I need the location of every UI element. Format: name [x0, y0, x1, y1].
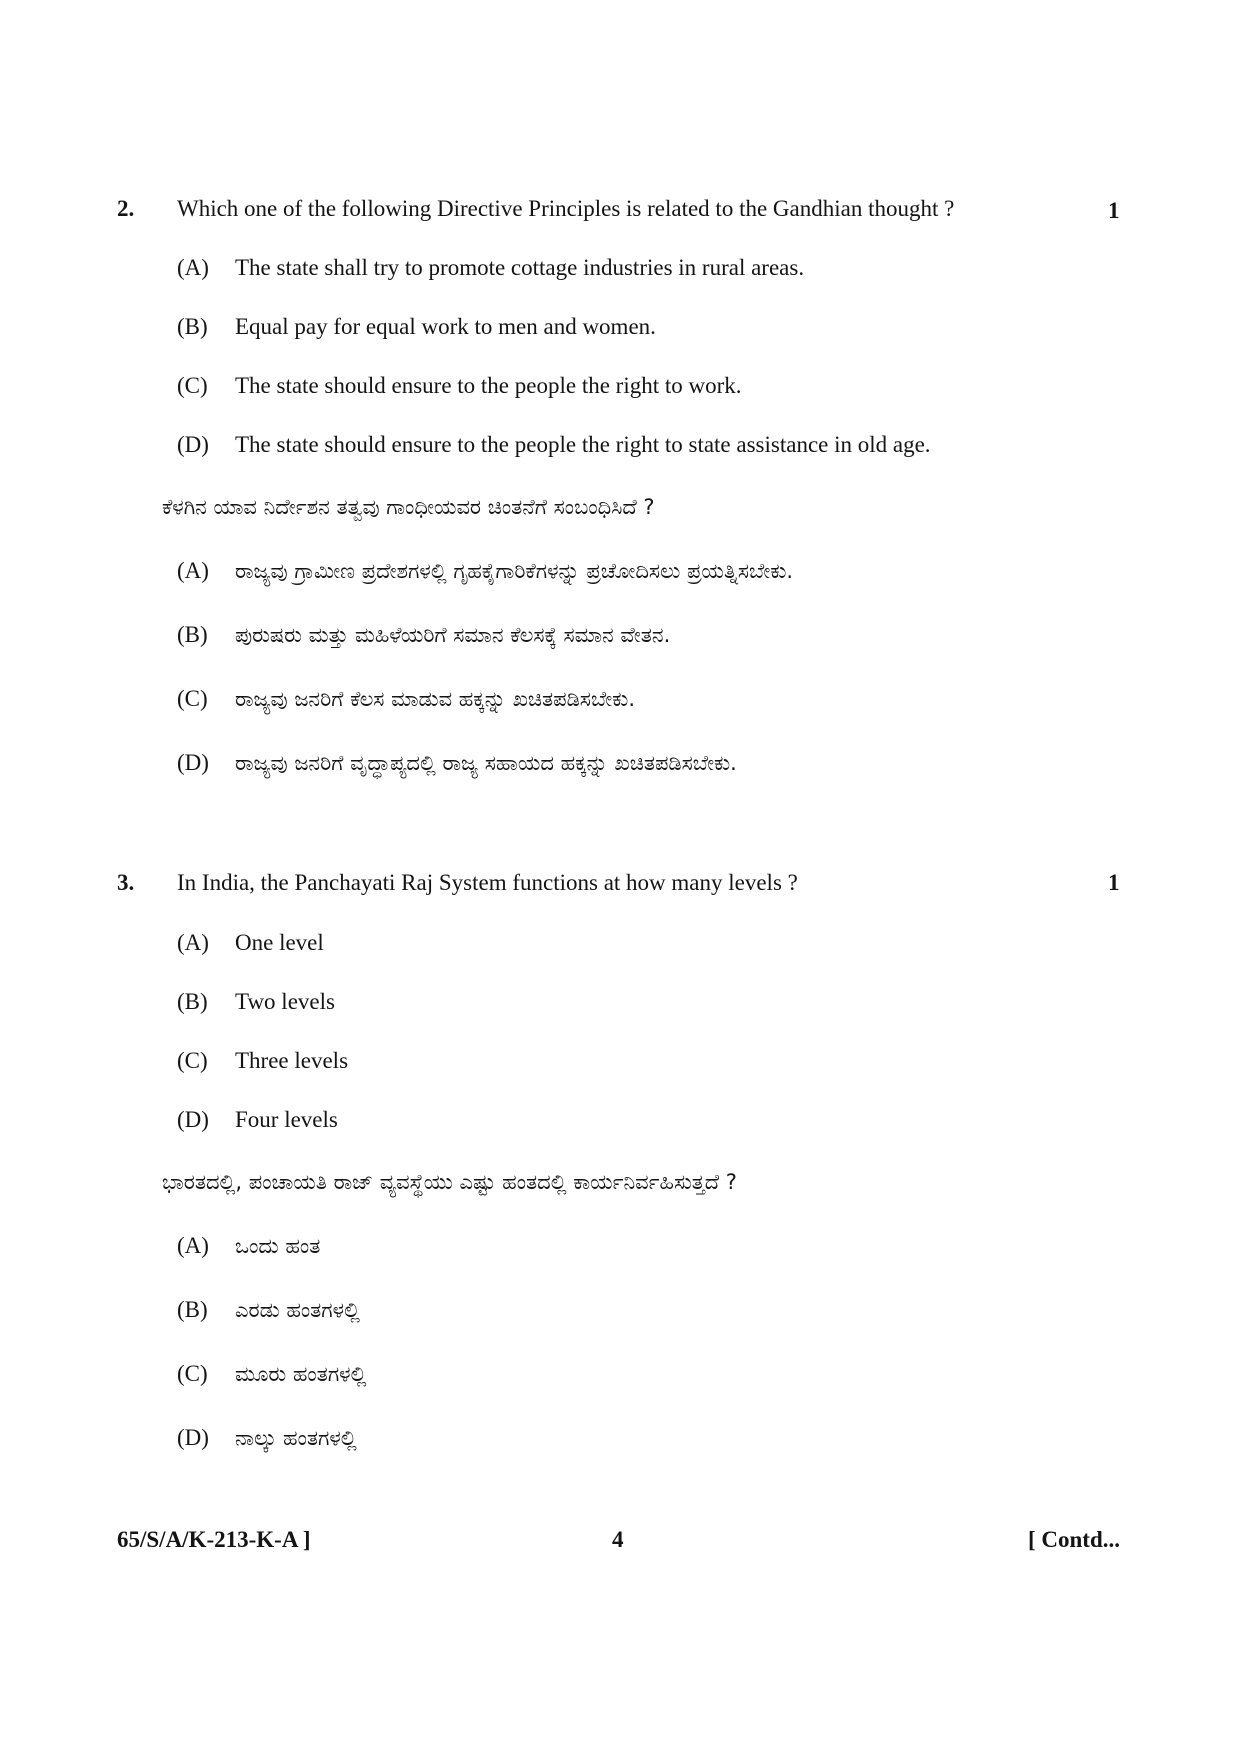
option-text: Three levels [235, 1048, 349, 1073]
option-text: The state should ensure to the people the right to state assistance in old age. [235, 432, 931, 457]
question-text-kannada: ಭಾರತದಲ್ಲಿ, ಪಂಚಾಯತಿ ರಾಜ್ ವ್ಯವಸ್ಥೆಯು ಎಷ್ಟು ಹಂತದಲ್ಲಿ ಕಾರ್ಯನಿರ್ವಹಿಸುತ್ತದೆ ? [162, 1170, 737, 1194]
option-letter: (B) [177, 314, 208, 339]
question-text: Which one of the following Directive Principles is related to the Gandhian thought ? [177, 196, 955, 221]
option-text-kannada: ಪುರುಷರು ಮತ್ತು ಮಹಿಳೆಯರಿಗೆ ಸಮಾನ ಕೆಲಸಕ್ಕೆ ಸಮಾನ ವೇತನ. [235, 623, 671, 647]
option-letter: (D) [177, 1425, 209, 1450]
question-text: In India, the Panchayati Raj System functions at how many levels ? [177, 870, 798, 895]
option-letter: (D) [177, 1107, 209, 1132]
option-letter: (B) [177, 622, 208, 647]
option-letter: (D) [177, 432, 209, 457]
option-text-kannada: ರಾಜ್ಯವು ಗ್ರಾಮೀಣ ಪ್ರದೇಶಗಳಲ್ಲಿ ಗೃಹಕೈಗಾರಿಕೆಗಳನ್ನು ಪ್ರಚೋದಿಸಲು ಪ್ರಯತ್ನಿಸಬೇಕು. [235, 559, 794, 583]
option-text-kannada: ರಾಜ್ಯವು ಜನರಿಗೆ ವೃದ್ಧಾಪ್ಯದಲ್ಲಿ ರಾಜ್ಯ ಸಹಾಯದ ಹಕ್ಕನ್ನು ಖಚಿತಪಡಿಸಬೇಕು. [235, 751, 737, 775]
option-text-kannada: ರಾಜ್ಯವು ಜನರಿಗೆ ಕೆಲಸ ಮಾಡುವ ಹಕ್ಕನ್ನು ಖಚಿತಪಡಿಸಬೇಕು. [235, 687, 635, 711]
option-letter: (A) [177, 1233, 209, 1258]
option-letter: (A) [177, 930, 209, 955]
option-letter: (D) [177, 750, 209, 775]
option-letter: (C) [177, 686, 208, 711]
option-letter: (B) [177, 1297, 208, 1322]
page-number: 4 [612, 1527, 624, 1552]
option-letter: (C) [177, 373, 208, 398]
option-text: Equal pay for equal work to men and women. [235, 314, 656, 339]
option-text-kannada: ಒಂದು ಹಂತ [235, 1234, 321, 1258]
option-text: Two levels [235, 989, 335, 1014]
option-text: The state should ensure to the people the right to work. [235, 373, 742, 398]
option-text-kannada: ಎರಡು ಹಂತಗಳಲ್ಲಿ [235, 1298, 360, 1322]
question-number: 2. [117, 196, 135, 221]
option-text: One level [235, 930, 324, 955]
continued-label: [ Contd... [1028, 1527, 1121, 1552]
option-text-kannada: ನಾಲ್ಕು ಹಂತಗಳಲ್ಲಿ [235, 1426, 357, 1450]
option-letter: (C) [177, 1048, 208, 1073]
option-letter: (B) [177, 989, 208, 1014]
question-marks: 1 [1108, 870, 1120, 895]
question-marks: 1 [1108, 198, 1120, 223]
option-text: Four levels [235, 1107, 338, 1132]
question-text-kannada: ಕೆಳಗಿನ ಯಾವ ನಿರ್ದೇಶನ ತತ್ವವು ಗಾಂಧೀಯವರ ಚಿಂತನೆಗೆ ಸಂಬಂಧಿಸಿದೆ ? [162, 495, 655, 519]
option-letter: (C) [177, 1361, 208, 1386]
option-text-kannada: ಮೂರು ಹಂತಗಳಲ್ಲಿ [235, 1362, 367, 1386]
option-text: The state shall try to promote cottage industries in rural areas. [235, 255, 805, 280]
option-letter: (A) [177, 255, 209, 280]
option-letter: (A) [177, 558, 209, 583]
paper-code: 65/S/A/K-213-K-A ] [117, 1527, 311, 1552]
question-number: 3. [117, 870, 135, 895]
